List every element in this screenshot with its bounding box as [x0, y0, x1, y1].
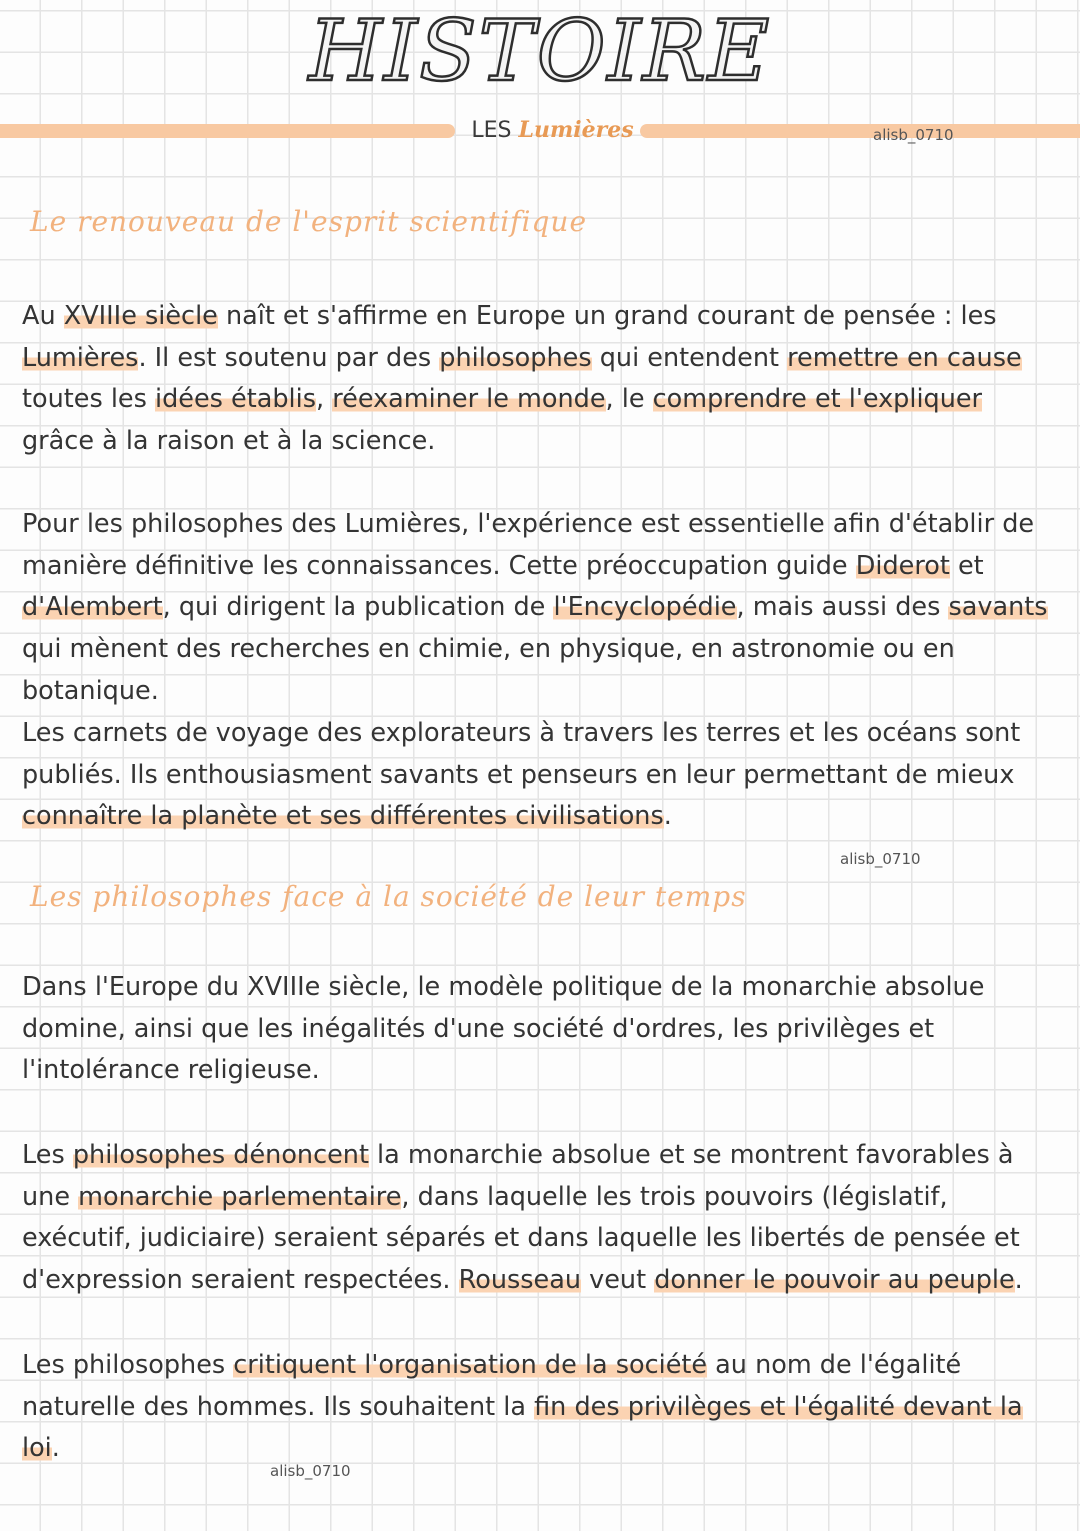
text-segment: au nom de l'égalité naturelle des hommes. Ils souhaitent la — [22, 1350, 962, 1422]
highlighted-text: Lumières — [22, 342, 139, 373]
text-segment: la monarchie absolue et se montrent favorables à une — [22, 1140, 1014, 1212]
text-segment: Dans l'Europe du XVIIIe siècle, le modèle politique de la monarchie absolue domine, ainsi que les inégalités d'une société d'ordres, les privilèges et l'intolérance religieuse. — [22, 972, 985, 1086]
text-segment: et — [949, 550, 984, 581]
highlighted-text: philosophes — [439, 342, 592, 373]
section-title-1: Le renouveau de l'esprit scientifique — [30, 205, 588, 238]
text-segment: . — [1014, 1265, 1023, 1296]
highlighted-text: remettre en cause — [787, 342, 1022, 373]
text-segment: naît et s'affirme en Europe un grand courant de pensée : les — [217, 301, 997, 331]
text-segment: Au — [22, 301, 64, 331]
text-segment: . — [51, 1433, 60, 1464]
highlighted-text: critiquent l'organisation de la société — [233, 1350, 708, 1380]
highlighted-text: monarchie parlementaire — [78, 1181, 402, 1212]
text-segment: Les philosophes — [22, 1350, 234, 1380]
highlighted-text: savants — [948, 592, 1048, 623]
paragraph — [22, 504, 1052, 713]
text-segment: , dans laquelle les trois pouvoirs (législatif, exécutif, judiciaire) seraient séparés et dans laquelle les libertés de pensée et d'expression seraient respectées. — [22, 1181, 1020, 1296]
watermark-middle: alisb_0710 — [840, 850, 921, 868]
highlighted-text: Diderot — [855, 550, 950, 581]
text-segment: , le — [605, 384, 653, 415]
highlighted-text: réexaminer le monde — [332, 384, 606, 415]
section-title-2: Les philosophes face à la société de leur temps — [30, 880, 747, 913]
highlighted-text: XVIIIe siècle — [63, 301, 218, 331]
paragraph — [22, 1345, 1052, 1470]
text-segment: grâce à la raison et à la science. — [22, 426, 436, 457]
text-segment: , qui dirigent la publication de — [162, 592, 554, 623]
text-segment: Les carnets de voyage des explorateurs à travers les terres et les océans sont publiés. Ils enthousiasment savants et penseurs en leur permettant de mieux — [22, 718, 1021, 790]
paragraph — [22, 967, 1052, 1092]
watermark-bottom: alisb_0710 — [270, 1462, 351, 1480]
text-segment: Pour les philosophes des Lumières, l'expérience est essentielle afin d'établir de manière définitive les connaissances. Cette préoccupation guide — [22, 509, 1035, 581]
highlighted-text: connaître la planète et ses différentes civilisations — [22, 801, 664, 832]
page-title: HISTOIRE — [308, 2, 772, 100]
text-segment: Les — [22, 1140, 73, 1170]
text-segment: qui entendent — [591, 342, 788, 373]
header-band-right — [640, 124, 1080, 138]
highlighted-text: fin des privilèges et l'égalité devant la loi — [22, 1391, 1023, 1464]
subtitle — [470, 117, 635, 143]
header-band-left — [0, 124, 455, 138]
text-segment: qui mènent des recherches en chimie, en physique, en astronomie ou en botanique. — [22, 634, 955, 706]
text-segment: , mais aussi des — [736, 592, 949, 623]
highlighted-text: idées établis — [155, 384, 317, 415]
highlighted-text: d'Alembert — [22, 592, 163, 623]
watermark-top: alisb_0710 — [873, 126, 954, 144]
text-segment: , — [316, 384, 333, 415]
paragraph — [22, 1135, 1052, 1302]
subtitle-prefix: LES — [471, 118, 512, 143]
highlighted-text: Rousseau — [458, 1265, 582, 1296]
text-segment: . — [663, 801, 672, 832]
text-segment: veut — [581, 1265, 655, 1296]
text-segment: toutes les — [22, 384, 156, 415]
highlighted-text: comprendre et l'expliquer — [652, 384, 983, 415]
text-segment: . Il est soutenu par des — [138, 342, 440, 373]
highlighted-text: philosophes dénoncent — [72, 1140, 369, 1170]
subtitle-accent: Lumières — [518, 117, 634, 143]
paragraph — [22, 713, 1052, 838]
paragraph — [22, 296, 1052, 463]
highlighted-text: donner le pouvoir au peuple — [654, 1265, 1015, 1296]
highlighted-text: l'Encyclopédie — [553, 592, 737, 623]
